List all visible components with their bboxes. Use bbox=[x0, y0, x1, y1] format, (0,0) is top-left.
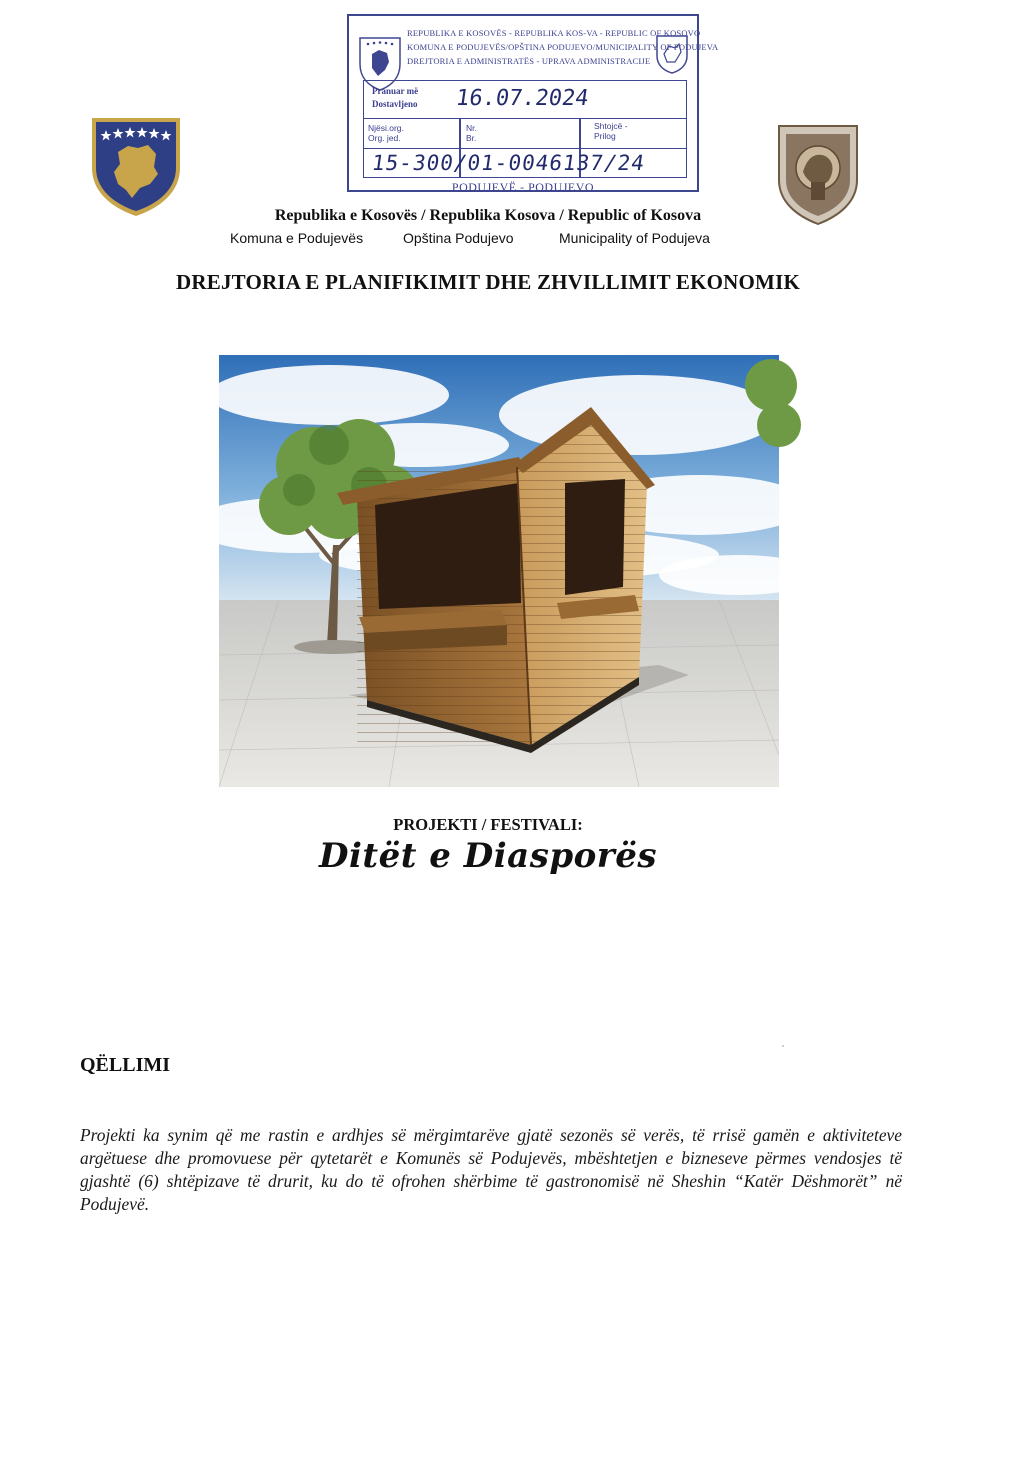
unit-label: Njësi.org. bbox=[368, 123, 404, 133]
stamp-municipality-emblem-icon bbox=[655, 34, 689, 74]
stamp-unit-row bbox=[364, 119, 686, 149]
registry-stamp bbox=[347, 14, 719, 194]
received-label: Pranuar më bbox=[372, 86, 419, 96]
municipality-sq: Komuna e Podujevës bbox=[230, 230, 364, 246]
republic-names: Republika e Kosovës / Republika Kosova / Republic of Kosova bbox=[274, 207, 702, 224]
attachment-label: Shtojcë - bbox=[594, 121, 628, 131]
wooden-kiosk-render bbox=[219, 355, 779, 787]
stamp-header-line: KOMUNA E PODUJEVËS/OPŠTINA PODUJEVO/MUNICIPALITY OF PODUJEVA bbox=[407, 42, 719, 52]
number-label-alt: Br. bbox=[466, 133, 477, 143]
directorate-title: DREJTORIA E PLANIFIKIMIT DHE ZHVILLIMIT EKONOMIK bbox=[176, 270, 800, 294]
section-title: QËLLIMI bbox=[80, 1054, 171, 1076]
kosovo-coat-of-arms-icon bbox=[88, 112, 184, 218]
scan-speck bbox=[782, 1045, 784, 1047]
stamp-fields bbox=[363, 80, 687, 178]
republic-line bbox=[0, 207, 976, 225]
stamp-divider bbox=[579, 119, 581, 149]
municipality-sr: Opština Podujevo bbox=[403, 230, 514, 246]
attachment-label-alt: Prilog bbox=[594, 131, 616, 141]
stamp-reference-row bbox=[364, 149, 686, 178]
received-date: 16.07.2024 bbox=[454, 86, 591, 111]
stamp-received-row bbox=[364, 81, 686, 119]
stamp-header-line: DREJTORIA E ADMINISTRATËS - UPRAVA ADMINISTRACIJE bbox=[407, 56, 651, 66]
stamp-divider bbox=[459, 119, 461, 149]
project-name: Ditët e Diasporës bbox=[319, 836, 657, 876]
section-body: Projekti ka synim që me rastin e ardhjes së mërgimtarëve gjatë sezonës së verës, të rrisë gamën e aktiviteteve argëtuese dhe promovuese për qytetarët e Komunës së Podujevës, mbështetjen e bizneseve përmes vendosjes të gjashtë (6) shtëpizave të drurit, ku do të ofrohen shërbime të gastronomisë në Sheshin “Katër Dëshmorët” në Podujevë. bbox=[80, 1125, 902, 1214]
number-label: Nr. bbox=[466, 123, 477, 133]
stamp-header bbox=[407, 26, 719, 68]
project-label: PROJEKTI / FESTIVALI: bbox=[393, 815, 583, 834]
stamp-header-line: REPUBLIKA E KOSOVËS - REPUBLIKA KOS-VA - REPUBLIC OF KOSOVO bbox=[407, 28, 701, 38]
received-label-alt: Dostavljeno bbox=[372, 99, 418, 109]
municipality-en: Municipality of Podujeva bbox=[559, 230, 710, 246]
stamp-footer: PODUJEVË - PODUJEVO bbox=[451, 180, 595, 194]
unit-label-alt: Org. jed. bbox=[368, 133, 401, 143]
reference-number: 15-300/01-0046137/24 bbox=[370, 151, 647, 175]
